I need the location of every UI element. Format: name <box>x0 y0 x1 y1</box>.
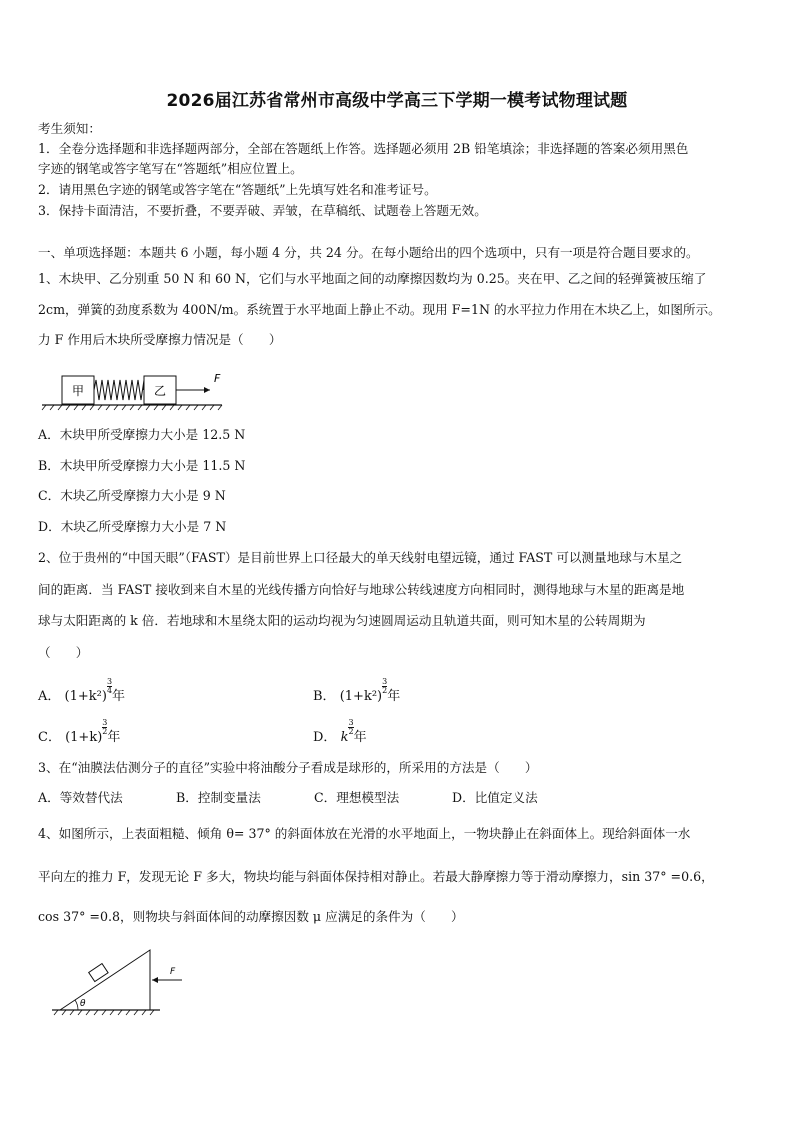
q2-option-c-unit: 年 <box>107 730 121 745</box>
notice-line-4: 3．保持卡面清洁，不要折叠，不要弄破、弄皱，在草稿纸、试题卷上答题无效。 <box>38 203 487 218</box>
q2-stem-line-2: 间的距离．当 FAST 接收到来自木星的光线传播方向恰好与地球公转线速度方向相同时，测得地球与木星的距离是地 <box>38 582 685 597</box>
q2-option-d-label: D． <box>313 730 337 745</box>
q2-option-d <box>313 719 367 745</box>
notice-line-1: 1．全卷分选择题和非选择题两部分，全部在答题纸上作答。选择题必须用 2B 铅笔填涂；非选择题的答案必须用黑色 <box>38 141 689 156</box>
q1-stem-line-3: 力 F 作用后木块所受摩擦力情况是（ ） <box>38 332 282 347</box>
q2-option-c-label: C． <box>38 730 61 745</box>
q2-option-d-unit: 年 <box>353 730 367 745</box>
q1-block-b-label: 乙 <box>153 384 167 398</box>
notice-line-3: 2．请用黑色字迹的钢笔或答字笔在“答题纸”上先填写姓名和准考证号。 <box>38 182 437 197</box>
q2-option-b-base: (1+k²) <box>339 689 383 704</box>
q2-stem-line-1: 2、位于贵州的“中国天眼”（FAST）是目前世界上口径最大的单天线射电望远镜，通过 FAST 可以测量地球与木星之 <box>38 550 683 565</box>
q3-stem: 3、在“油膜法估测分子的直径”实验中将油酸分子看成是球形的，所采用的方法是（ ） <box>38 760 538 775</box>
q2-option-a-unit: 年 <box>112 689 126 704</box>
q4-angle-label: θ <box>80 999 86 1009</box>
q2-option-a <box>38 678 125 704</box>
q2-option-b <box>313 678 400 704</box>
q2-option-c-base: (1+k) <box>65 730 103 745</box>
q1-option-a: A．木块甲所受摩擦力大小是 12.5 N <box>38 427 246 442</box>
q4-stem-line-3: cos 37° =0.8，则物块与斜面体间的动摩擦因数 μ 应满足的条件为（ ） <box>38 909 464 924</box>
q1-force-label: F <box>214 372 221 385</box>
q1-option-c: C．木块乙所受摩擦力大小是 9 N <box>38 488 226 503</box>
q3-option-c: C．理想模型法 <box>314 790 400 805</box>
q2-option-d-exponent: $\frac{3}{2}$ <box>348 718 354 736</box>
q2-option-c-exponent: $\frac{3}{2}$ <box>102 718 108 736</box>
q1-stem-line-2: 2cm，弹簧的劲度系数为 400N/m。系统置于水平地面上静止不动。现用 F=1N 的水平拉力作用在木块乙上，如图所示。 <box>38 302 721 317</box>
q1-option-b: B．木块甲所受摩擦力大小是 11.5 N <box>38 458 246 473</box>
notice-line-2: 字迹的钢笔或答字笔写在“答题纸”相应位置上。 <box>38 161 303 176</box>
q2-option-c <box>38 719 120 745</box>
q1-block-a-label: 甲 <box>71 384 85 398</box>
q4-force-label: F <box>170 967 176 977</box>
q4-incline-figure <box>50 940 200 1020</box>
q2-option-d-base: k <box>340 730 349 745</box>
q1-stem-line-1: 1、木块甲、乙分别重 50 N 和 60 N，它们与水平地面之间的动摩擦因数均为 0.25。夹在甲、乙之间的轻弹簧被压缩了 <box>38 271 707 286</box>
q2-option-a-exponent: $\frac{3}{4}$ <box>106 677 113 695</box>
q2-option-b-unit: 年 <box>387 689 401 704</box>
q2-option-b-exponent: $\frac{3}{2}$ <box>382 677 388 695</box>
q2-option-a-base: (1+k²) <box>64 689 107 704</box>
q2-stem-line-4: （ ） <box>38 645 89 660</box>
q3-option-d: D．比值定义法 <box>452 790 538 805</box>
q4-stem-line-1: 4、如图所示，上表面粗糙、倾角 θ= 37° 的斜面体放在光滑的水平地面上，一物块静止在斜面体上。现给斜面体一水 <box>38 826 691 841</box>
q3-option-b: B．控制变量法 <box>176 790 261 805</box>
q1-option-d: D．木块乙所受摩擦力大小是 7 N <box>38 519 227 534</box>
page-title: 2026届江苏省常州市高级中学高三下学期一模考试物理试题 <box>166 91 628 111</box>
q2-stem-line-3: 球与太阳距离的 k 倍．若地球和木星绕太阳的运动均视为匀速圆周运动且轨道共面，则可知木星的公转周期为 <box>38 613 646 628</box>
q2-option-a-label: A． <box>38 689 61 704</box>
notice-heading: 考生须知： <box>38 121 101 136</box>
section-heading: 一、单项选择题：本题共 6 小题，每小题 4 分，共 24 分。在每小题给出的四个选项中，只有一项是符合题目要求的。 <box>38 245 699 260</box>
q3-option-a: A．等效替代法 <box>38 790 123 805</box>
q4-stem-line-2: 平向左的推力 F，发现无论 F 多大，物块均能与斜面体保持相对静止。若最大静摩擦力等于滑动摩擦力，sin 37° =0.6， <box>38 869 714 884</box>
q2-option-b-label: B． <box>313 689 336 704</box>
q1-spring-figure <box>40 368 240 412</box>
